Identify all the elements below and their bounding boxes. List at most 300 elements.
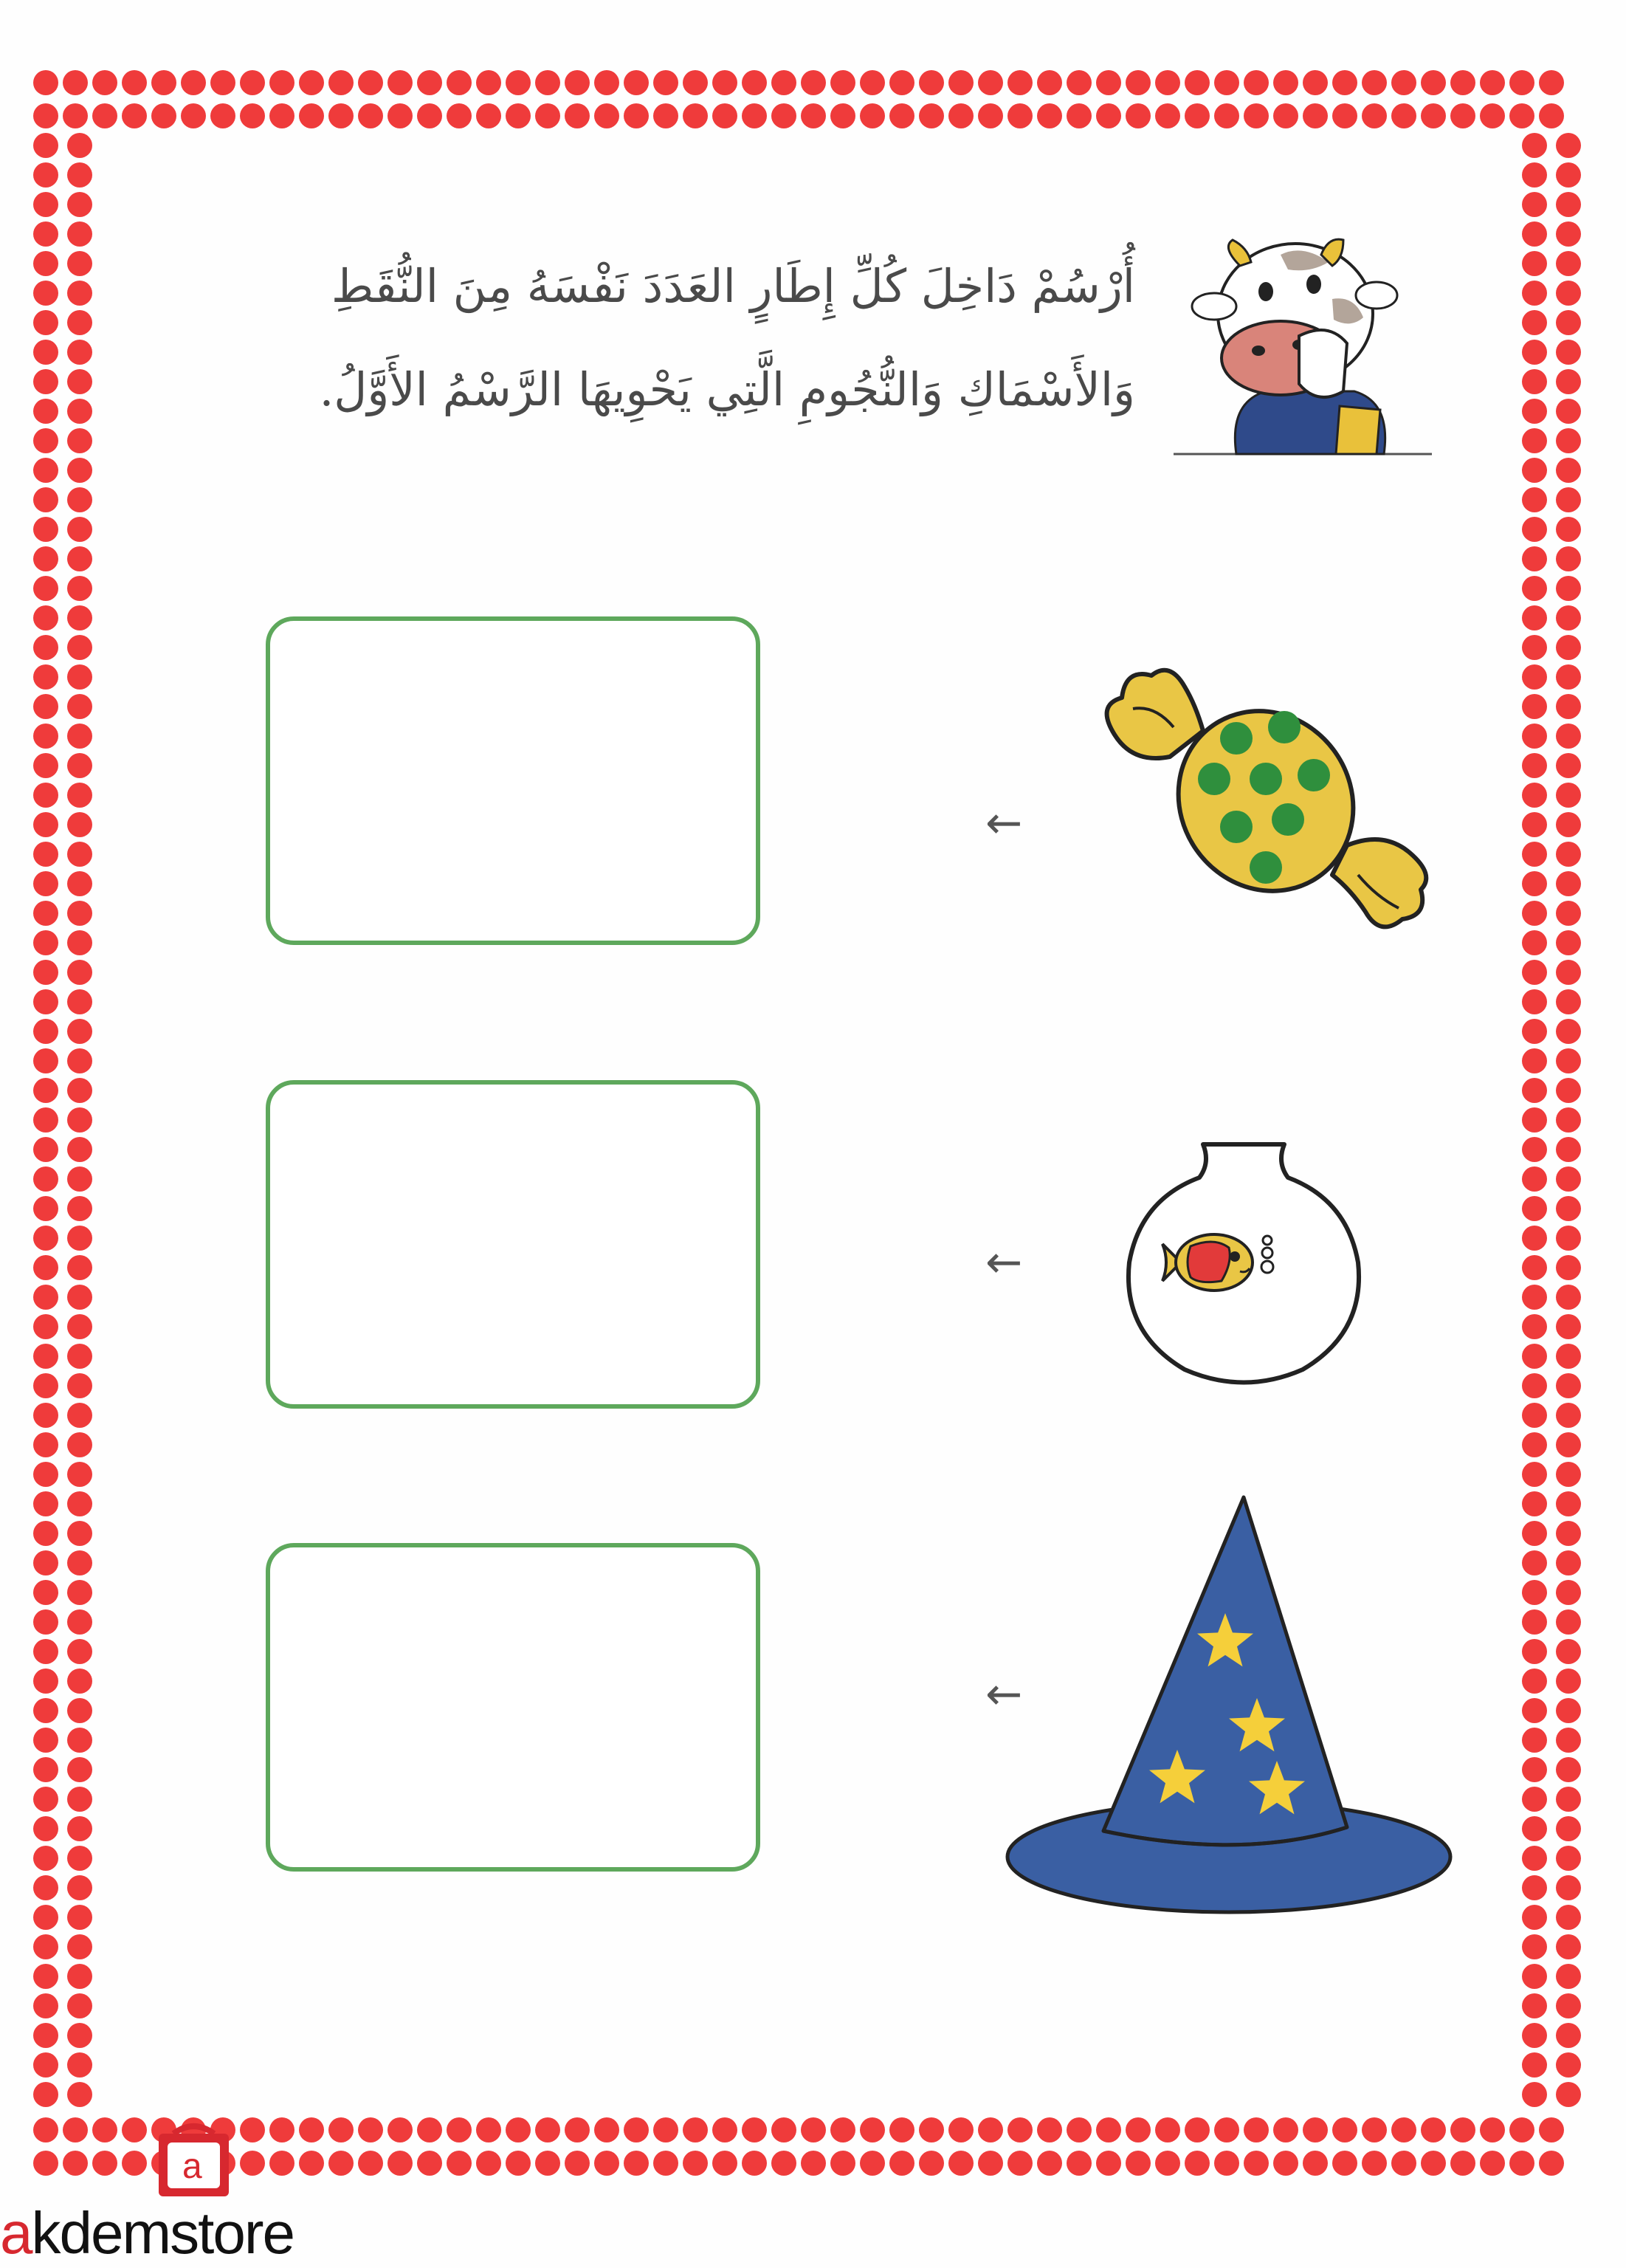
border-dot bbox=[1273, 103, 1298, 128]
border-dot bbox=[1556, 1580, 1581, 1605]
border-dot bbox=[506, 70, 531, 95]
border-dot bbox=[33, 605, 58, 630]
border-dot bbox=[1556, 458, 1581, 483]
border-dot bbox=[33, 901, 58, 926]
border-dot bbox=[801, 70, 826, 95]
border-dot bbox=[565, 70, 590, 95]
border-dot bbox=[67, 842, 92, 867]
border-dot bbox=[33, 546, 58, 571]
border-dot bbox=[240, 103, 265, 128]
border-dot bbox=[476, 70, 501, 95]
border-dot bbox=[860, 103, 885, 128]
border-dot bbox=[1556, 1905, 1581, 1930]
border-dot bbox=[594, 103, 619, 128]
border-dot bbox=[67, 1609, 92, 1635]
border-dot bbox=[1362, 70, 1387, 95]
border-dot bbox=[1332, 2117, 1357, 2142]
border-dot bbox=[417, 2117, 442, 2142]
border-dot bbox=[1037, 2117, 1062, 2142]
border-dot bbox=[33, 2023, 58, 2048]
border-dot bbox=[476, 2117, 501, 2142]
border-dot bbox=[1037, 103, 1062, 128]
border-dot bbox=[1556, 871, 1581, 896]
border-dot bbox=[1362, 103, 1387, 128]
border-dot bbox=[1421, 2117, 1446, 2142]
drawing-box-2[interactable] bbox=[266, 1080, 760, 1409]
border-dot bbox=[33, 1166, 58, 1192]
border-dot bbox=[33, 458, 58, 483]
border-dot bbox=[1362, 2151, 1387, 2176]
border-dot bbox=[67, 1905, 92, 1930]
border-dot bbox=[1509, 103, 1534, 128]
border-dot bbox=[151, 103, 176, 128]
border-dot bbox=[1522, 162, 1547, 188]
border-dot bbox=[1556, 1019, 1581, 1044]
border-dot bbox=[1556, 635, 1581, 660]
border-dot bbox=[33, 753, 58, 778]
border-dot bbox=[328, 70, 354, 95]
border-dot bbox=[181, 103, 206, 128]
border-dot bbox=[1067, 2117, 1092, 2142]
border-dot bbox=[1522, 1255, 1547, 1280]
border-dot bbox=[1556, 251, 1581, 276]
border-dot bbox=[1539, 103, 1564, 128]
border-dot bbox=[1007, 103, 1033, 128]
border-dot bbox=[771, 2151, 796, 2176]
border-dot bbox=[299, 70, 324, 95]
border-dot bbox=[1509, 2117, 1534, 2142]
border-dot bbox=[33, 1816, 58, 1841]
border-dot bbox=[889, 70, 914, 95]
border-dot bbox=[1096, 70, 1121, 95]
border-dot bbox=[33, 871, 58, 896]
border-dot bbox=[1522, 369, 1547, 394]
border-dot bbox=[683, 103, 708, 128]
arrow-left-icon: ← bbox=[985, 797, 1023, 849]
border-dot bbox=[67, 1344, 92, 1369]
border-dot bbox=[33, 70, 58, 95]
border-dot bbox=[1522, 1846, 1547, 1871]
border-dot bbox=[1067, 103, 1092, 128]
border-dot bbox=[1556, 1550, 1581, 1575]
border-dot bbox=[67, 1550, 92, 1575]
border-dot bbox=[1450, 2151, 1475, 2176]
border-dot bbox=[801, 2117, 826, 2142]
border-dot bbox=[1273, 70, 1298, 95]
border-dot bbox=[1522, 1993, 1547, 2018]
border-dot bbox=[67, 1669, 92, 1694]
border-dot bbox=[1522, 1787, 1547, 1812]
border-dot bbox=[830, 70, 855, 95]
border-dot bbox=[33, 1107, 58, 1133]
store-logo bbox=[0, 2119, 413, 2268]
border-dot bbox=[1556, 1491, 1581, 1516]
border-dot bbox=[948, 70, 974, 95]
border-dot bbox=[1273, 2151, 1298, 2176]
border-dot bbox=[33, 487, 58, 512]
border-dot bbox=[1522, 1757, 1547, 1782]
border-dot bbox=[1522, 2052, 1547, 2078]
border-dot bbox=[1522, 2082, 1547, 2107]
border-dot bbox=[889, 103, 914, 128]
border-dot bbox=[1303, 2151, 1328, 2176]
border-dot bbox=[1539, 2151, 1564, 2176]
border-dot bbox=[33, 2082, 58, 2107]
border-dot bbox=[919, 70, 944, 95]
border-dot bbox=[1522, 487, 1547, 512]
border-dot bbox=[653, 2151, 678, 2176]
border-dot bbox=[1522, 576, 1547, 601]
border-dot bbox=[1096, 2151, 1121, 2176]
border-dot bbox=[1450, 103, 1475, 128]
border-dot bbox=[535, 103, 560, 128]
border-dot bbox=[67, 133, 92, 158]
border-dot bbox=[1556, 812, 1581, 837]
border-dot bbox=[67, 664, 92, 690]
instruction-line-1: أُرْسُمْ دَاخِلَ كُلِّ إِطَارٍ العَدَدَ نَفْسَهُ مِنَ النُّقَطِ bbox=[331, 259, 1135, 313]
border-dot bbox=[63, 70, 88, 95]
border-dot bbox=[506, 2117, 531, 2142]
border-dot bbox=[1522, 1580, 1547, 1605]
border-dot bbox=[1522, 340, 1547, 365]
border-dot bbox=[1522, 1373, 1547, 1398]
border-dot bbox=[122, 103, 147, 128]
border-dot bbox=[387, 70, 413, 95]
border-dot bbox=[1522, 192, 1547, 217]
book-cart-icon bbox=[151, 2119, 236, 2204]
border-dot bbox=[653, 70, 678, 95]
border-dot bbox=[67, 1255, 92, 1280]
border-dot bbox=[1450, 2117, 1475, 2142]
border-dot bbox=[801, 103, 826, 128]
border-dot bbox=[1522, 605, 1547, 630]
border-dot bbox=[742, 70, 767, 95]
border-dot bbox=[358, 103, 383, 128]
border-dot bbox=[1391, 103, 1416, 128]
border-dot bbox=[653, 2117, 678, 2142]
border-dot bbox=[683, 2117, 708, 2142]
border-dot bbox=[1155, 2151, 1180, 2176]
border-dot bbox=[948, 2117, 974, 2142]
border-dot bbox=[1244, 103, 1269, 128]
border-dot bbox=[1522, 458, 1547, 483]
border-dot bbox=[67, 1432, 92, 1457]
border-dot bbox=[67, 576, 92, 601]
border-dot bbox=[1556, 1344, 1581, 1369]
border-dot bbox=[535, 70, 560, 95]
border-dot bbox=[67, 1226, 92, 1251]
border-dot bbox=[1522, 930, 1547, 955]
border-dot bbox=[67, 1019, 92, 1044]
border-dot bbox=[1556, 753, 1581, 778]
border-dot bbox=[33, 960, 58, 985]
border-dot bbox=[1522, 1698, 1547, 1723]
border-dot bbox=[1556, 1609, 1581, 1635]
border-dot bbox=[1522, 901, 1547, 926]
border-dot bbox=[33, 1285, 58, 1310]
border-dot bbox=[1556, 1787, 1581, 1812]
border-dot bbox=[1522, 871, 1547, 896]
border-dot bbox=[33, 576, 58, 601]
border-dot bbox=[1556, 1373, 1581, 1398]
border-dot bbox=[1522, 546, 1547, 571]
border-dot bbox=[1421, 103, 1446, 128]
border-dot bbox=[33, 1669, 58, 1694]
border-dot bbox=[1556, 281, 1581, 306]
fishbowl-illustration bbox=[1103, 1137, 1384, 1388]
border-dot bbox=[1522, 960, 1547, 985]
border-dot bbox=[1303, 103, 1328, 128]
border-dot bbox=[67, 1285, 92, 1310]
border-dot bbox=[33, 1964, 58, 1989]
border-dot bbox=[1556, 1137, 1581, 1162]
border-dot bbox=[771, 2117, 796, 2142]
border-dot bbox=[33, 1048, 58, 1073]
border-dot bbox=[1556, 1048, 1581, 1073]
border-dot bbox=[1522, 989, 1547, 1014]
candy-illustration bbox=[1081, 653, 1450, 949]
border-dot bbox=[269, 70, 294, 95]
border-dot bbox=[1556, 1462, 1581, 1487]
border-dot bbox=[771, 70, 796, 95]
drawing-box-1[interactable] bbox=[266, 616, 760, 945]
candy-dot bbox=[1298, 759, 1330, 791]
border-dot bbox=[67, 1196, 92, 1221]
border-dot bbox=[358, 70, 383, 95]
border-dot bbox=[1556, 664, 1581, 690]
border-dot bbox=[328, 103, 354, 128]
border-dot bbox=[67, 1787, 92, 1812]
border-dot bbox=[771, 103, 796, 128]
border-dot bbox=[33, 1639, 58, 1664]
border-dot bbox=[1556, 1403, 1581, 1428]
candy-dot bbox=[1272, 803, 1304, 836]
border-dot bbox=[1556, 310, 1581, 335]
border-dot bbox=[33, 783, 58, 808]
border-dot bbox=[1556, 399, 1581, 424]
border-dot bbox=[860, 2151, 885, 2176]
border-dot bbox=[1539, 2117, 1564, 2142]
border-dot bbox=[151, 70, 176, 95]
border-dot bbox=[1556, 842, 1581, 867]
border-dot bbox=[594, 70, 619, 95]
border-dot bbox=[683, 70, 708, 95]
border-dot bbox=[122, 70, 147, 95]
border-dot bbox=[33, 340, 58, 365]
candy-dot bbox=[1220, 811, 1253, 843]
border-dot bbox=[1332, 70, 1357, 95]
border-dot bbox=[33, 1019, 58, 1044]
border-dot bbox=[67, 930, 92, 955]
candy-dot bbox=[1198, 763, 1230, 795]
border-dot bbox=[1556, 1285, 1581, 1310]
border-dot bbox=[919, 2151, 944, 2176]
border-dot bbox=[1244, 2117, 1269, 2142]
border-dot bbox=[1556, 1639, 1581, 1664]
border-dot bbox=[33, 1432, 58, 1457]
border-dot bbox=[1155, 70, 1180, 95]
border-dot bbox=[1556, 1934, 1581, 1959]
border-dot bbox=[1556, 989, 1581, 1014]
border-dot bbox=[1126, 70, 1151, 95]
border-dot bbox=[33, 310, 58, 335]
border-dot bbox=[447, 103, 472, 128]
border-dot bbox=[33, 369, 58, 394]
border-dot bbox=[1556, 1757, 1581, 1782]
border-dot bbox=[67, 960, 92, 985]
border-dot bbox=[830, 103, 855, 128]
border-dot bbox=[1522, 1609, 1547, 1635]
border-dot bbox=[33, 428, 58, 453]
border-dot bbox=[33, 1373, 58, 1398]
border-dot bbox=[860, 2117, 885, 2142]
border-dot bbox=[67, 1166, 92, 1192]
store-logo-text bbox=[0, 2200, 294, 2267]
border-dot bbox=[624, 70, 649, 95]
border-dot bbox=[1556, 1314, 1581, 1339]
border-dot bbox=[1522, 1137, 1547, 1162]
border-dot bbox=[1126, 103, 1151, 128]
border-dot bbox=[1556, 428, 1581, 453]
border-dot bbox=[33, 635, 58, 660]
border-dot bbox=[1556, 1255, 1581, 1280]
border-dot bbox=[889, 2117, 914, 2142]
border-dot bbox=[860, 70, 885, 95]
border-dot bbox=[417, 2151, 442, 2176]
border-dot bbox=[1522, 1166, 1547, 1192]
border-dot bbox=[67, 783, 92, 808]
border-dot bbox=[889, 2151, 914, 2176]
arrow-left-icon: ← bbox=[985, 1669, 1023, 1720]
border-dot bbox=[33, 1609, 58, 1635]
border-dot bbox=[67, 635, 92, 660]
instruction-line-2: وَالأَسْمَاكِ وَالنُّجُومِ الَّتِي يَحْوِيهَا الرَّسْمُ الأَوَّلُ. bbox=[319, 362, 1135, 416]
border-dot bbox=[1522, 694, 1547, 719]
border-dot bbox=[1480, 103, 1505, 128]
border-dot bbox=[742, 2117, 767, 2142]
border-dot bbox=[67, 1964, 92, 1989]
border-dot bbox=[1556, 605, 1581, 630]
border-dot bbox=[1522, 251, 1547, 276]
border-dot bbox=[67, 1875, 92, 1900]
border-dot bbox=[1556, 487, 1581, 512]
border-dot bbox=[712, 70, 737, 95]
candy-dot bbox=[1250, 763, 1282, 795]
cow-mascot-illustration bbox=[1170, 233, 1436, 469]
border-dot bbox=[1067, 2151, 1092, 2176]
border-dot bbox=[1522, 1048, 1547, 1073]
border-dot bbox=[67, 546, 92, 571]
border-dot bbox=[33, 1255, 58, 1280]
border-dot bbox=[978, 103, 1003, 128]
border-dot bbox=[1522, 1964, 1547, 1989]
border-dot bbox=[67, 901, 92, 926]
border-dot bbox=[565, 103, 590, 128]
border-dot bbox=[67, 458, 92, 483]
border-dot bbox=[1096, 103, 1121, 128]
border-dot bbox=[1556, 546, 1581, 571]
border-dot bbox=[33, 1521, 58, 1546]
border-dot bbox=[33, 133, 58, 158]
border-dot bbox=[67, 1639, 92, 1664]
border-dot bbox=[1480, 2117, 1505, 2142]
border-dot bbox=[1303, 2117, 1328, 2142]
border-dot bbox=[33, 1462, 58, 1487]
border-dot bbox=[33, 1580, 58, 1605]
border-dot bbox=[92, 70, 117, 95]
border-dot bbox=[1362, 2117, 1387, 2142]
border-dot bbox=[1037, 2151, 1062, 2176]
border-dot bbox=[67, 1698, 92, 1723]
drawing-box-3[interactable] bbox=[266, 1543, 760, 1872]
border-dot bbox=[67, 1078, 92, 1103]
border-dot bbox=[33, 694, 58, 719]
border-dot bbox=[33, 1875, 58, 1900]
border-dot bbox=[1155, 2117, 1180, 2142]
border-dot bbox=[1522, 310, 1547, 335]
border-dot bbox=[1556, 1078, 1581, 1103]
border-dot bbox=[1522, 281, 1547, 306]
border-dot bbox=[33, 1403, 58, 1428]
border-dot bbox=[1556, 340, 1581, 365]
border-dot bbox=[742, 2151, 767, 2176]
border-dot bbox=[1522, 1816, 1547, 1841]
border-dot bbox=[830, 2117, 855, 2142]
border-dot bbox=[33, 517, 58, 542]
border-dot bbox=[1303, 70, 1328, 95]
border-dot bbox=[1067, 70, 1092, 95]
border-dot bbox=[1556, 2082, 1581, 2107]
border-dot bbox=[1556, 1669, 1581, 1694]
svg-text:a: a bbox=[182, 2147, 202, 2186]
border-dot bbox=[1214, 103, 1239, 128]
border-dot bbox=[67, 1728, 92, 1753]
border-dot bbox=[67, 1934, 92, 1959]
border-dot bbox=[1096, 2117, 1121, 2142]
border-dot bbox=[1556, 2023, 1581, 2048]
border-dot bbox=[33, 1550, 58, 1575]
border-dot bbox=[948, 2151, 974, 2176]
logo-wordmark: kdemstore bbox=[31, 2200, 294, 2266]
border-dot bbox=[33, 1491, 58, 1516]
border-dot bbox=[33, 1698, 58, 1723]
border-dot bbox=[67, 694, 92, 719]
border-dot bbox=[1522, 1462, 1547, 1487]
border-dot bbox=[1556, 930, 1581, 955]
border-dot bbox=[506, 2151, 531, 2176]
border-dot bbox=[1155, 103, 1180, 128]
border-dot bbox=[1556, 369, 1581, 394]
border-dot bbox=[33, 2052, 58, 2078]
border-dot bbox=[801, 2151, 826, 2176]
border-dot bbox=[1522, 783, 1547, 808]
border-dot bbox=[1522, 1107, 1547, 1133]
border-dot bbox=[565, 2151, 590, 2176]
border-dot bbox=[1556, 1432, 1581, 1457]
border-dot bbox=[63, 103, 88, 128]
border-dot bbox=[535, 2151, 560, 2176]
border-dot bbox=[387, 103, 413, 128]
border-dot bbox=[1007, 70, 1033, 95]
border-dot bbox=[1214, 2117, 1239, 2142]
border-dot bbox=[33, 1846, 58, 1871]
border-dot bbox=[33, 1344, 58, 1369]
border-dot bbox=[33, 221, 58, 247]
border-dot bbox=[67, 192, 92, 217]
border-dot bbox=[1556, 1521, 1581, 1546]
border-dot bbox=[712, 2117, 737, 2142]
border-dot bbox=[1556, 1846, 1581, 1871]
